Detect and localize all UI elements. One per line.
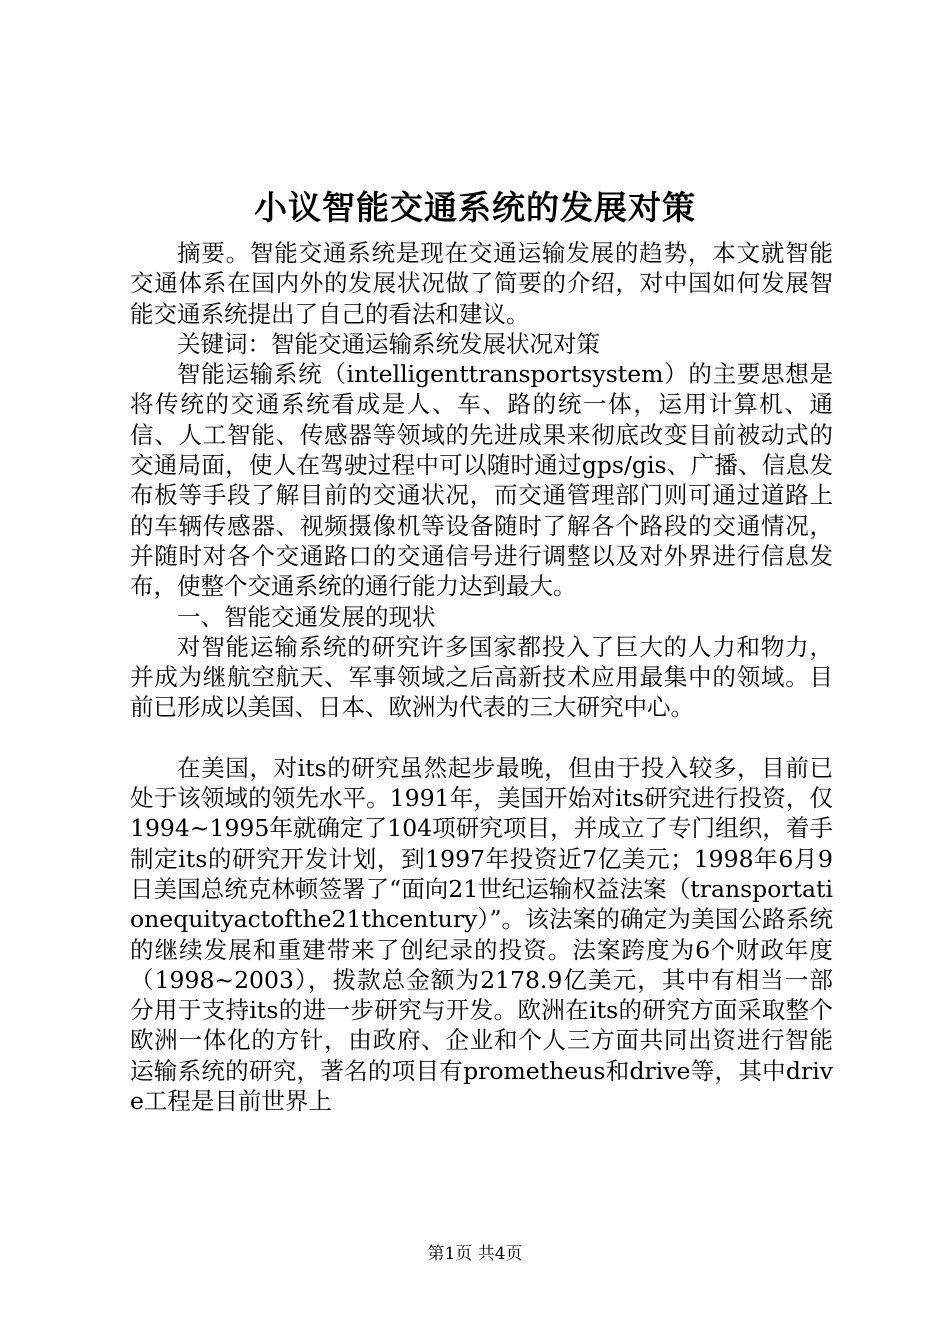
keywords-paragraph: 关键词：智能交通运输系统发展状况对策 xyxy=(177,329,600,358)
page-footer: 第1页 共4页 xyxy=(427,1244,523,1264)
document-title: 小议智能交通系统的发展对策 xyxy=(254,188,696,227)
section-heading: 一、智能交通发展的现状 xyxy=(177,602,436,631)
document-body xyxy=(130,238,833,1116)
paragraph-gap xyxy=(130,723,833,753)
usa-paragraph: 在美国，对its的研究虽然起步最晚，但由于投入较多，目前已处于该领域的领先水平。1991年，美国开始对its研究进行投资，仅1994~1995年就确定了104项研究项目，并成立了专门组织，着手制定its的研究开发计划，到1997年投资近7亿美元；1998年6月9日美国总统克林顿签署了“面向21世纪运输权益法案（transportationequityactofthe21thcentury）”。该法案的确定为美国公路系统的继续发展和重建带来了创纪录的投资。法案跨度为6个财政年度（1998~2003），拨款总金额为2178.9亿美元，其中有相当一部分用于支持its的进一步研究与开发。欧洲在its的研究方面采取整个欧洲一体化的方针，由政府、企业和个人三方面共同出资进行智能运输系统的研究，著名的项目有prometheus和drive等，其中drive工程是目前世界上 xyxy=(130,753,833,1116)
intro-paragraph: 智能运输系统（intelligenttransportsystem）的主要思想是将传统的交通系统看成是人、车、路的统一体，运用计算机、通信、人工智能、传感器等领域的先进成果来彻底改变目前被动式的交通局面，使人在驾驶过程中可以随时通过gps/gis、广播、信息发布板等手段了解目前的交通状况，而交通管理部门则可通过道路上的车辆传感器、视频摄像机等设备随时了解各个路段的交通情况，并随时对各个交通路口的交通信号进行调整以及对外界进行信息发布，使整个交通系统的通行能力达到最大。 xyxy=(130,360,833,601)
section-paragraph: 对智能运输系统的研究许多国家都投入了巨大的人力和物力，并成为继航空航天、军事领域之后高新技术应用最集中的领域。目前已形成以美国、日本、欧洲为代表的三大研究中心。 xyxy=(130,632,833,722)
abstract-paragraph: 摘要。智能交通系统是现在交通运输发展的趋势，本文就智能交通体系在国内外的发展状况做了简要的介绍，对中国如何发展智能交通系统提出了自己的看法和建议。 xyxy=(130,239,833,328)
